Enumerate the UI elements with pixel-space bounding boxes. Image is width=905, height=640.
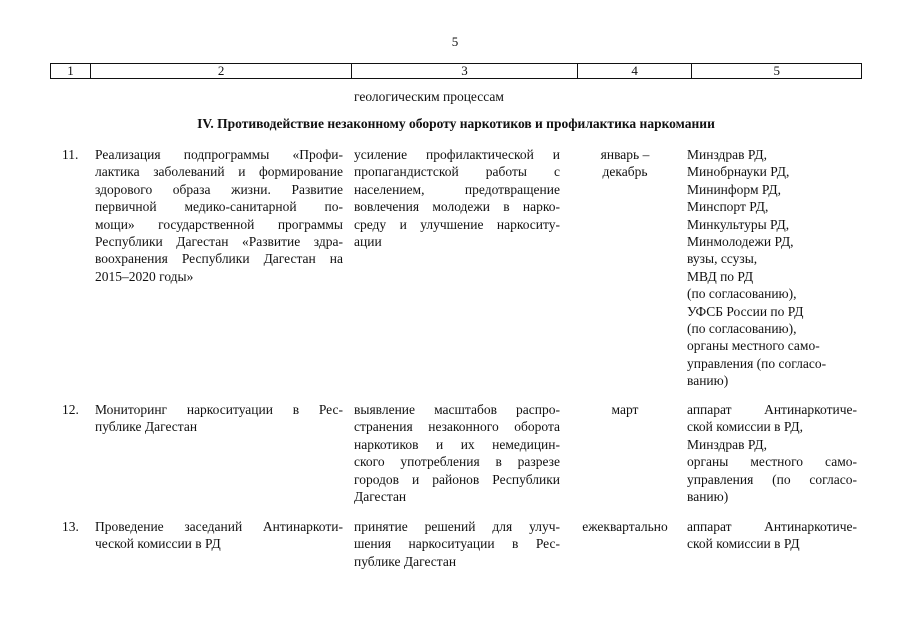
result-line: публике Дагестан — [354, 553, 457, 569]
executor-line: Минздрав РД, — [687, 436, 767, 452]
header-col-5: 5 — [773, 63, 780, 78]
activity-cell — [95, 518, 343, 553]
executor-line: МВД по РД — [687, 268, 754, 284]
executor-line: управления (по согласо- — [687, 355, 827, 371]
executor-line: ванию) — [687, 489, 729, 505]
result-line: усиление профилактической и — [354, 147, 560, 162]
executor-line: Минмолодежи РД, — [687, 234, 794, 250]
activity-line: Мониторинг наркоситуации в Рес- — [95, 402, 343, 417]
row-number: 13. — [62, 519, 79, 534]
activity-cell — [95, 146, 343, 285]
period-cell — [570, 146, 680, 181]
executor-line: ской комиссии в РД — [687, 536, 800, 552]
result-line: городов и районов Республики — [354, 471, 560, 487]
period-line: март — [611, 402, 639, 417]
row-number: 12. — [62, 402, 79, 417]
result-line: Дагестан — [354, 489, 407, 505]
result-line: странения незаконного оборота — [354, 419, 560, 435]
executor-line: Минздрав РД, — [687, 147, 767, 162]
executor-line: Минкультуры РД, — [687, 216, 790, 232]
activity-line: Республики Дагестан «Развитие здра- — [95, 234, 343, 250]
page-number: 5 — [451, 34, 459, 49]
result-line: принятие решений для улуч- — [354, 519, 560, 534]
period-line: январь – — [600, 147, 650, 162]
activity-line: здорового образа жизни. Развитие — [95, 181, 343, 197]
executor-line: Минобрнауки РД, — [687, 164, 790, 180]
executor-line: (по согласованию), — [687, 321, 797, 337]
executor-line: вузы, ссузы, — [687, 251, 758, 267]
header-col-1: 1 — [51, 64, 91, 78]
executor-line: УФСБ России по РД — [687, 303, 804, 319]
executor-line: ской комиссии в РД, — [687, 419, 803, 435]
activity-line: публике Дагестан — [95, 419, 198, 435]
activity-line: ческой комиссии в РД — [95, 536, 221, 552]
header-col-4: 4 — [578, 64, 693, 78]
result-line: населением, предотвращение — [354, 181, 560, 197]
result-cell — [354, 401, 560, 505]
activity-line: Проведение заседаний Антинаркоти- — [95, 519, 343, 534]
executor-line: аппарат Антинаркотиче- — [687, 519, 857, 534]
executor-line: органы местного само- — [687, 454, 857, 470]
executor-line: управления (по согласо- — [687, 471, 857, 487]
executors-cell — [687, 518, 857, 553]
executor-line: аппарат Антинаркотиче- — [687, 402, 857, 417]
result-line: пропагандистской работы с — [354, 164, 560, 180]
executor-line: органы местного само- — [687, 338, 820, 354]
continuation-text: геологическим процессам — [354, 89, 504, 104]
executor-line: Мининформ РД, — [687, 181, 781, 197]
period-cell — [570, 518, 680, 535]
result-cell — [354, 146, 560, 250]
activity-line: Реализация подпрограммы «Профи- — [95, 147, 343, 162]
activity-line: лактика заболеваний и формирование — [95, 164, 343, 180]
header-col-3: 3 — [352, 64, 577, 78]
executor-line: ванию) — [687, 373, 729, 389]
row-number: 11. — [62, 147, 79, 162]
activity-line: воохранения Республики Дагестан на — [95, 251, 343, 267]
result-line: ского употребления в разрезе — [354, 454, 560, 470]
section-heading: IV. Противодействие незаконному обороту наркотиков и профилактика наркомании — [197, 116, 715, 131]
activity-line: мощи» государственной программы — [95, 216, 343, 232]
result-line: шения наркоситуации в Рес- — [354, 536, 560, 552]
result-cell — [354, 518, 560, 570]
result-line: вовлечения молодежи в нарко- — [354, 199, 560, 215]
activity-line: первичной медико-санитарной по- — [95, 199, 343, 215]
activity-cell — [95, 401, 343, 436]
column-number-header — [50, 63, 862, 79]
period-cell — [570, 401, 680, 418]
activity-line: 2015–2020 годы» — [95, 268, 194, 284]
result-line: среду и улучшение наркоситу- — [354, 216, 560, 232]
result-line: ации — [354, 234, 382, 250]
header-col-2: 2 — [91, 64, 352, 78]
executor-line: Минспорт РД, — [687, 199, 769, 215]
executor-line: (по согласованию), — [687, 286, 797, 302]
executors-cell — [687, 146, 857, 390]
result-line: наркотиков и их немедицин- — [354, 436, 560, 452]
result-line: выявление масштабов распро- — [354, 402, 560, 417]
executors-cell — [687, 401, 857, 505]
period-line: декабрь — [602, 164, 648, 180]
period-line: ежеквартально — [582, 519, 668, 534]
